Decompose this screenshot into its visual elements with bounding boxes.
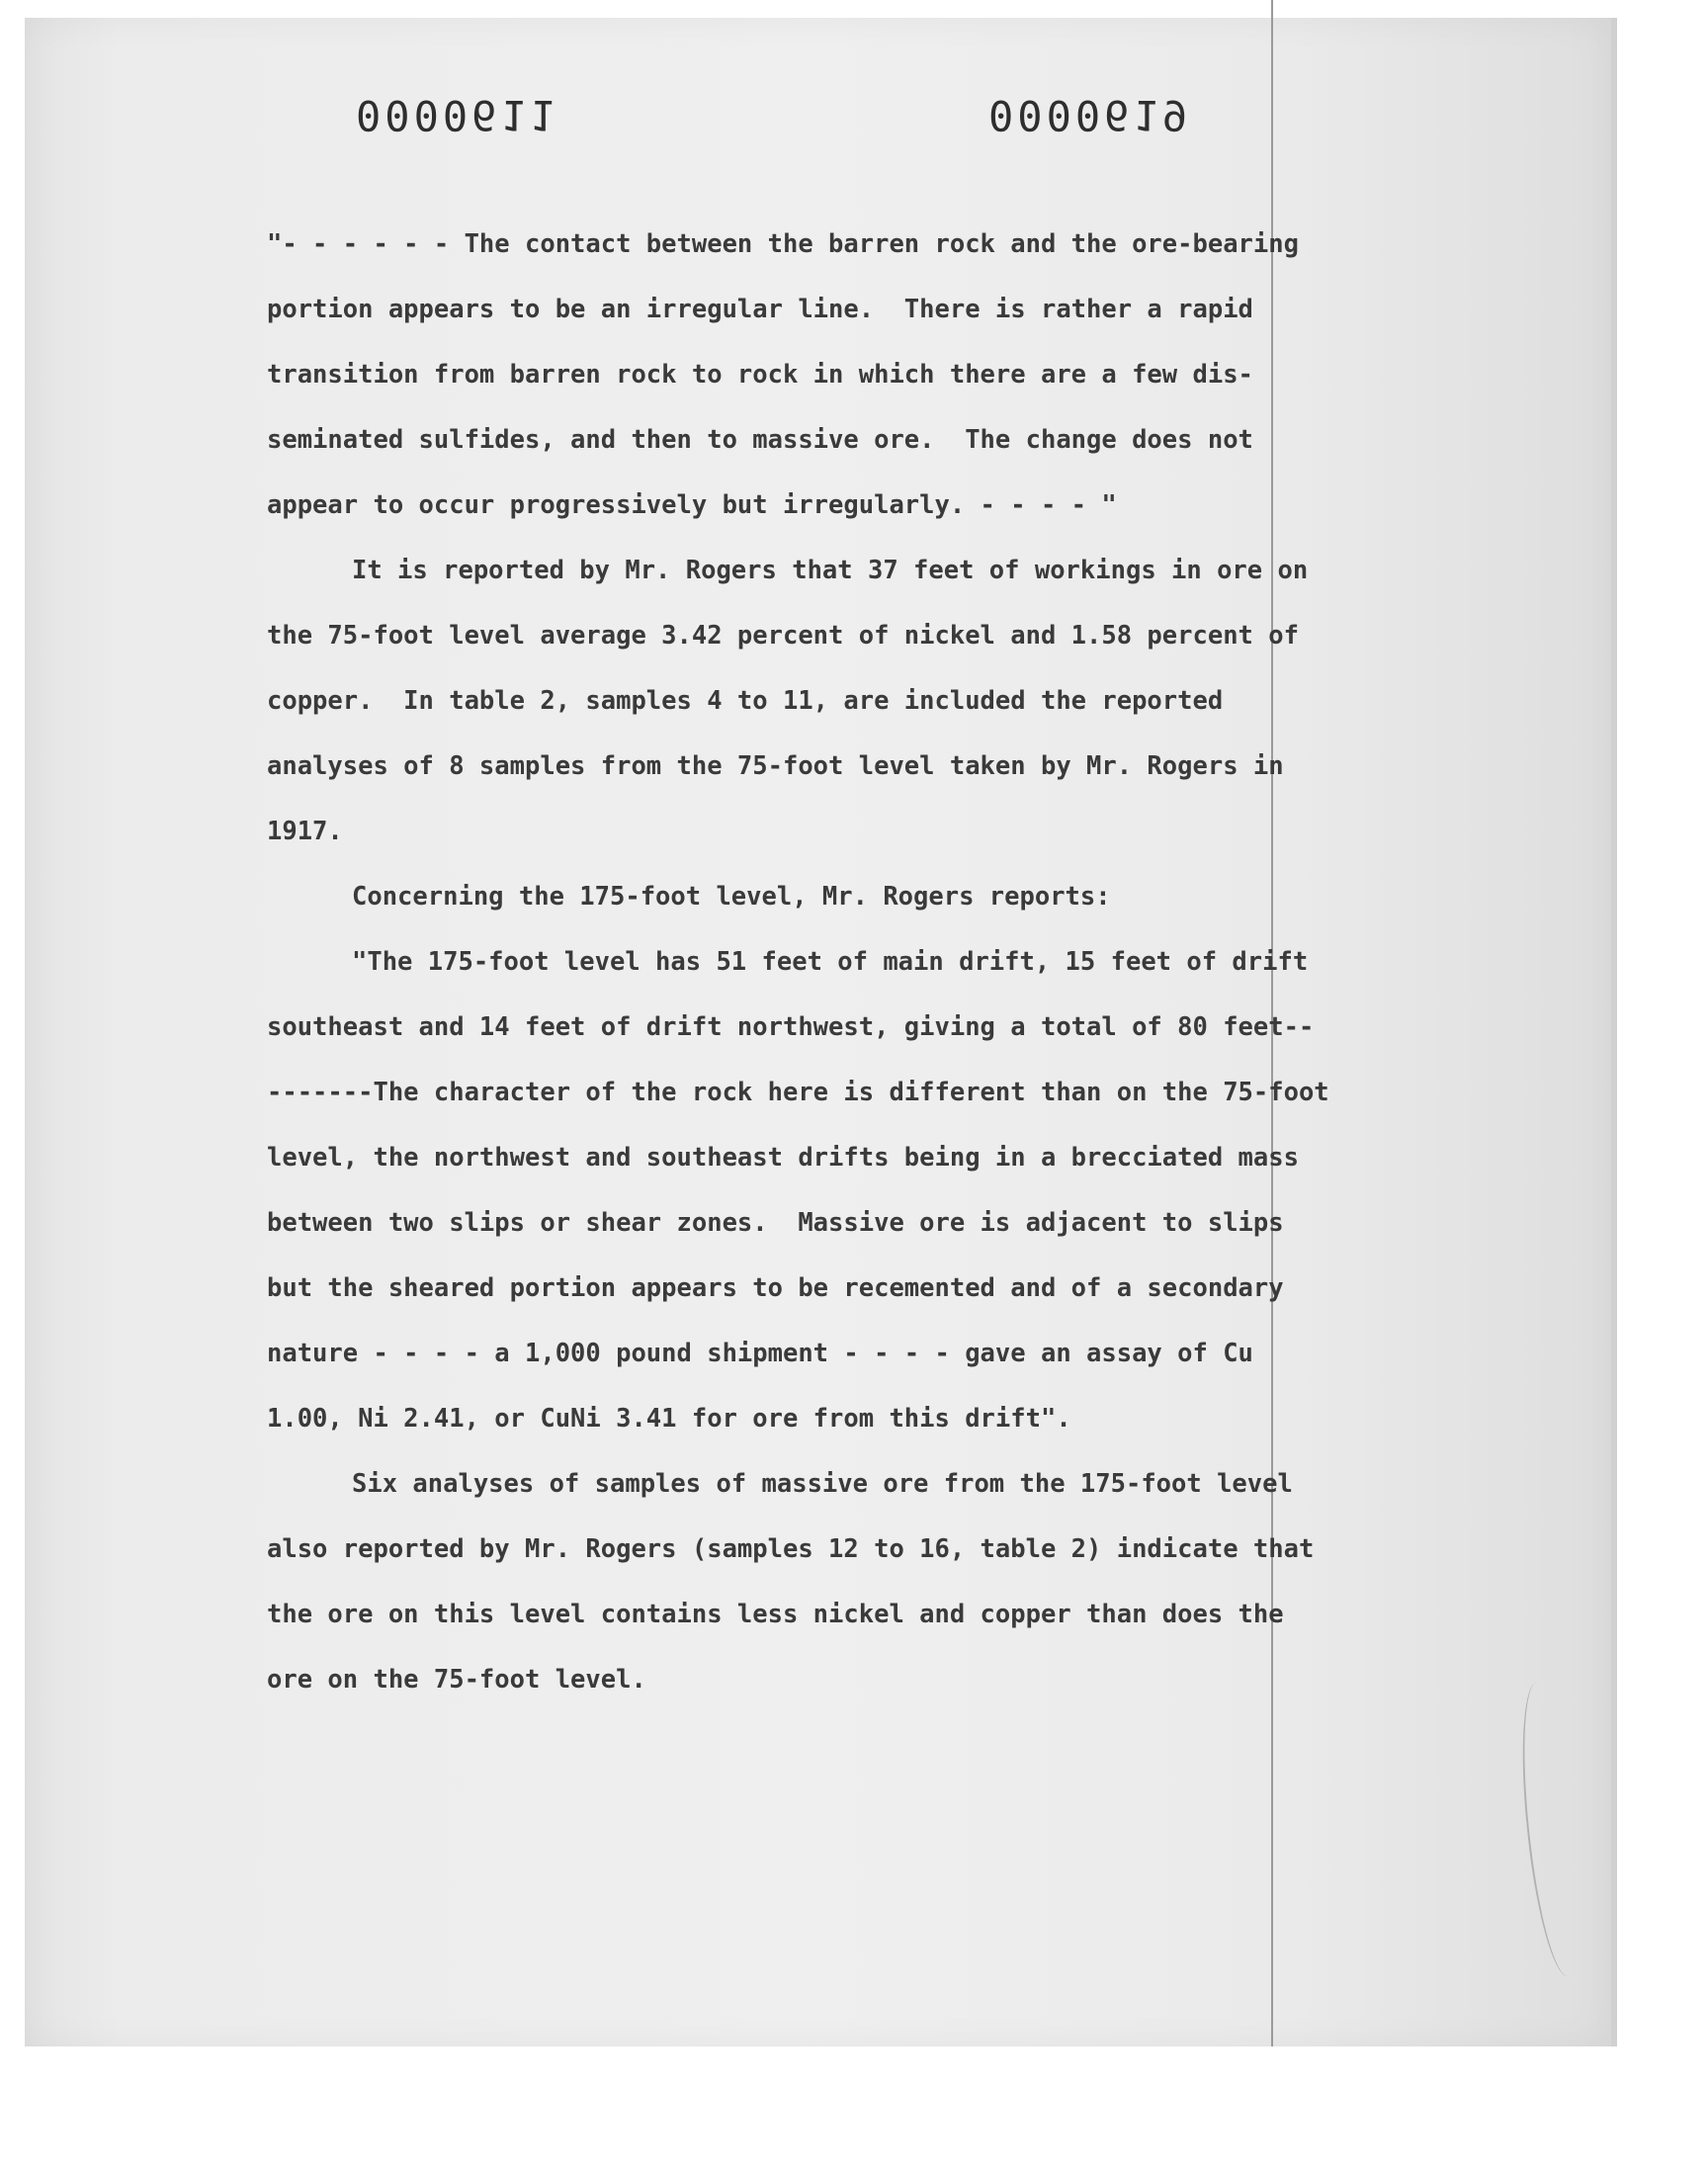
text-line: appear to occur progressively but irregularly. - - - - " xyxy=(267,490,1117,520)
text-line: Concerning the 175-foot level, Mr. Rogers reports: xyxy=(352,882,1111,912)
text-line: analyses of 8 samples from the 75-foot level taken by Mr. Rogers in xyxy=(267,751,1284,781)
text-line: seminated sulfides, and then to massive ore. The change does not xyxy=(267,425,1253,455)
text-line: portion appears to be an irregular line. There is rather a rapid xyxy=(267,295,1253,324)
text-line: ore on the 75-foot level. xyxy=(267,1665,646,1695)
text-line: between two slips or shear zones. Massive ore is adjacent to slips xyxy=(267,1208,1284,1238)
text-line: transition from barren rock to rock in which there are a few dis- xyxy=(267,360,1253,390)
text-line: the 75-foot level average 3.42 percent of nickel and 1.58 percent of xyxy=(267,621,1299,651)
text-line: but the sheared portion appears to be recemented and of a secondary xyxy=(267,1273,1284,1303)
text-line: "- - - - - - The contact between the barren rock and the ore-bearing xyxy=(267,229,1299,259)
text-line: nature - - - - a 1,000 pound shipment - - - - gave an assay of Cu xyxy=(267,1339,1253,1368)
text-line: level, the northwest and southeast drifts being in a brecciated mass xyxy=(267,1143,1299,1173)
text-line: southeast and 14 feet of drift northwest, giving a total of 80 feet-- xyxy=(267,1012,1315,1042)
text-line: 1917. xyxy=(267,817,343,846)
page-number-left: 0000611 xyxy=(356,91,559,139)
text-line: "The 175-foot level has 51 feet of main drift, 15 feet of drift xyxy=(352,947,1309,977)
text-line: It is reported by Mr. Rogers that 37 feet of workings in ore on xyxy=(352,556,1309,585)
page-edge xyxy=(1611,18,1617,2046)
text-line: copper. In table 2, samples 4 to 11, are included the reported xyxy=(267,686,1224,716)
text-line: also reported by Mr. Rogers (samples 12 to 16, table 2) indicate that xyxy=(267,1534,1315,1564)
text-line: -------The character of the rock here is different than on the 75-foot xyxy=(267,1078,1329,1107)
text-line: 1.00, Ni 2.41, or CuNi 3.41 for ore from this drift". xyxy=(267,1404,1071,1434)
page-number-right: 0000619 xyxy=(988,91,1192,139)
document-body xyxy=(267,212,1423,1712)
text-line: Six analyses of samples of massive ore from the 175-foot level xyxy=(352,1469,1293,1499)
text-line: the ore on this level contains less nickel and copper than does the xyxy=(267,1600,1284,1629)
